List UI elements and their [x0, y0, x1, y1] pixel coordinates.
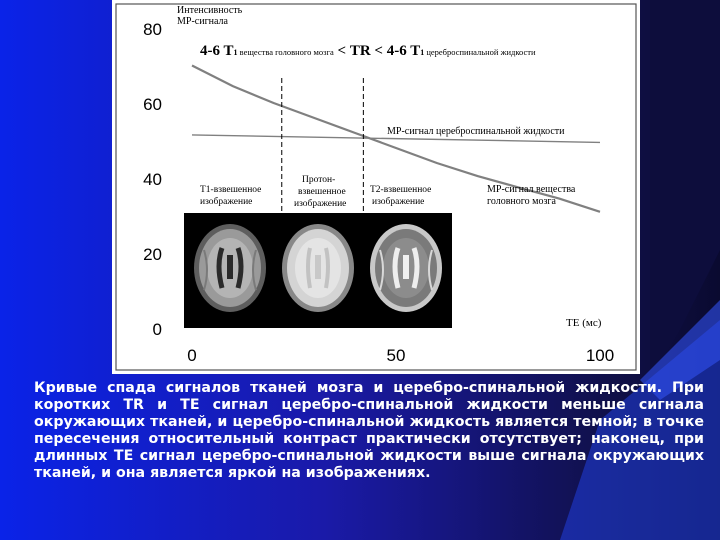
region-label-t2-line2: изображение: [372, 197, 425, 207]
region-label-pd-line2: взвешенное: [298, 187, 346, 197]
series-label-csf: МР-сигнал цереброспинальной жидкости: [387, 126, 565, 137]
series-label-brain-line1: МР-сигнал вещества: [487, 184, 576, 195]
series-label-brain-line2: головного мозга: [487, 196, 556, 207]
region-label-t1-line1: T1-взвешенное: [200, 185, 262, 195]
region-label-pd-line3: изображение: [294, 199, 347, 209]
y-tick-label: 20: [143, 245, 162, 264]
signal-decay-chart: [112, 0, 640, 374]
x-axis-title: TE (мс): [566, 317, 602, 329]
region-label-t1-line2: изображение: [200, 197, 253, 207]
tr-annotation: 4-6 T1 вещества головного мозга < TR < 4-6 T1 цереброспинальной жидкости: [200, 43, 536, 59]
slide-caption: Кривые спада сигналов тканей мозга и церебро-спинальной жидкости. При коротких TR и TE сигнал церебро-спинальной жидкости меньше сигнала окружающих тканей, и церебро-спинальной жидкость является темной; в точке пересечения относительный контраст практически отсутствует; наконец, при длинных TE сигнал церебро-спинальной жидкости выше сигнала окружающих тканей, и она является яркой на изображениях.: [34, 380, 704, 481]
region-label-t2-line1: T2-взвешенное: [370, 185, 432, 195]
mri-image-t2: [370, 224, 442, 312]
y-axis-title-line2: МР-сигнала: [177, 16, 228, 27]
mri-image-proton: [282, 224, 354, 312]
y-tick-label: 80: [143, 20, 162, 39]
y-tick-label: 0: [152, 320, 162, 339]
y-axis-title-line1: Интенсивность: [177, 5, 243, 16]
mri-images-strip: [184, 213, 452, 328]
figure-panel: [112, 0, 640, 374]
y-tick-label: 60: [143, 95, 162, 114]
x-tick-label: 0: [187, 346, 197, 365]
mri-image-t1: [194, 224, 266, 312]
region-label-pd-line1: Протон-: [302, 175, 336, 185]
x-tick-label: 50: [386, 346, 406, 365]
x-tick-label: 100: [585, 346, 615, 365]
y-tick-label: 40: [143, 170, 162, 189]
